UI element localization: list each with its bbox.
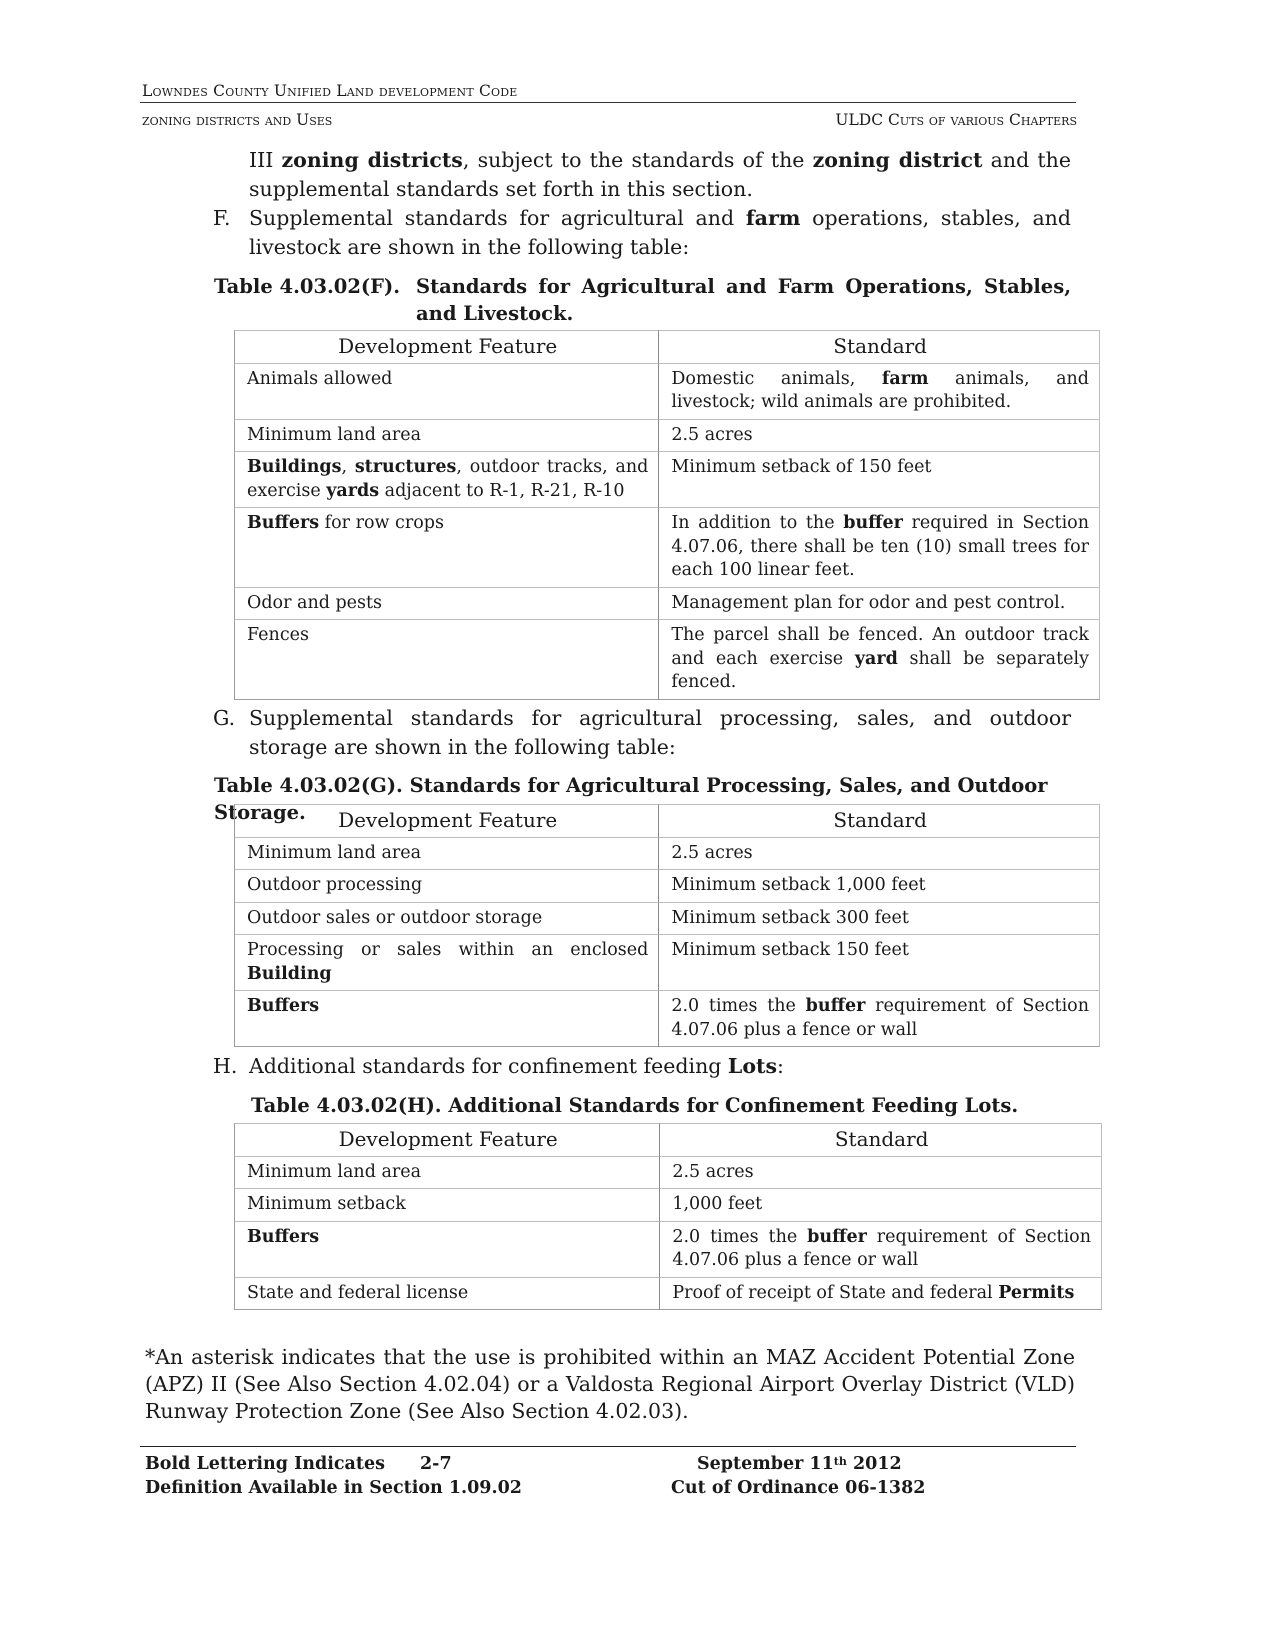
table-h-number: Table 4.03.02(H). bbox=[251, 1094, 442, 1117]
feature-cell bbox=[234, 1221, 659, 1277]
section-g-paragraph bbox=[249, 704, 1071, 762]
text-run: , subject to the standards of the bbox=[462, 148, 813, 172]
feature-cell bbox=[234, 1156, 659, 1189]
table-row bbox=[234, 934, 1100, 990]
text-run: Domestic animals, bbox=[671, 368, 882, 389]
header-rule bbox=[140, 102, 1076, 103]
defined-term: Buildings bbox=[247, 457, 342, 477]
table-row bbox=[234, 619, 1100, 700]
table-h-caption bbox=[251, 1092, 1071, 1119]
feature-cell bbox=[234, 837, 658, 870]
footer-bold-note-line2: Definition Available in Section 1.09.02 bbox=[145, 1478, 522, 1498]
text-run: 2.0 times the bbox=[671, 996, 806, 1016]
text-run: 2.0 times the bbox=[672, 1226, 808, 1247]
defined-term: farm bbox=[745, 206, 801, 230]
text-run: Minimum setback 300 feet bbox=[671, 907, 909, 928]
section-h-label: H. bbox=[213, 1054, 238, 1078]
text-run: Processing or sales within an enclosed bbox=[247, 940, 649, 960]
defined-term: structures bbox=[354, 457, 457, 477]
standard-cell bbox=[658, 869, 1100, 902]
feature-cell bbox=[234, 363, 658, 419]
standard-cell bbox=[659, 1221, 1102, 1277]
text-run: Minimum land area bbox=[247, 842, 422, 863]
feature-cell bbox=[234, 587, 658, 620]
table-row bbox=[234, 587, 1100, 620]
text-run: 2.5 acres bbox=[672, 1161, 754, 1182]
defined-term: yard bbox=[854, 648, 898, 669]
text-run: 2.5 acres bbox=[671, 424, 753, 445]
standard-cell bbox=[658, 934, 1100, 990]
defined-term: Buffers bbox=[247, 1226, 320, 1247]
table-header-row bbox=[234, 1123, 1102, 1156]
feature-cell bbox=[234, 419, 658, 452]
column-header-standard: Standard bbox=[658, 330, 1100, 363]
feature-cell bbox=[234, 451, 658, 507]
column-header-feature: Development Feature bbox=[234, 1123, 659, 1156]
defined-term: Permits bbox=[998, 1282, 1075, 1303]
standard-cell bbox=[658, 902, 1100, 935]
standard-cell bbox=[658, 990, 1100, 1047]
text-run: Animals allowed bbox=[247, 368, 393, 389]
text-run: In addition to the bbox=[671, 513, 844, 533]
text-run: Minimum setback 1,000 feet bbox=[671, 875, 926, 895]
feature-cell bbox=[234, 990, 658, 1047]
text-run: Outdoor sales or outdoor storage bbox=[247, 907, 543, 928]
defined-term: yards bbox=[326, 480, 380, 501]
table-header-row bbox=[234, 330, 1100, 363]
text-run: operations, stables, and livestock are shown in the following table: bbox=[249, 206, 1072, 259]
table-row bbox=[234, 363, 1100, 419]
footer-rule bbox=[140, 1446, 1076, 1447]
table-f-title: Standards for Agricultural and Farm Operations, Stables, and Livestock. bbox=[416, 275, 1071, 325]
standard-cell bbox=[658, 507, 1100, 587]
standard-cell bbox=[658, 619, 1100, 700]
text-run: and the supplemental standards set forth in this section. bbox=[249, 148, 1071, 201]
text-run: Minimum setback of 150 feet bbox=[671, 457, 932, 477]
defined-term: buffer bbox=[805, 996, 866, 1016]
footer-date-ordinal: th bbox=[833, 1455, 847, 1468]
standard-cell bbox=[658, 451, 1100, 507]
page-number: 2-7 bbox=[420, 1454, 452, 1474]
table-row bbox=[234, 507, 1100, 587]
footer-date-main: September 11 bbox=[697, 1454, 834, 1474]
text-run: Minimum land area bbox=[247, 424, 422, 445]
text-run: Odor and pests bbox=[247, 592, 383, 613]
table-row bbox=[234, 990, 1100, 1047]
text-run: Minimum land area bbox=[247, 1161, 422, 1182]
section-f-paragraph bbox=[249, 204, 1071, 262]
text-run: State and federal license bbox=[247, 1282, 469, 1303]
table-row bbox=[234, 1188, 1102, 1221]
text-run: shall be separately fenced. bbox=[671, 648, 1089, 692]
asterisk-note: *An asterisk indicates that the use is prohibited within an MAZ Accident Potential Zone (APZ) II (See Also Section 4.02.04) or a Valdosta Regional Airport Overlay District (VLD) Runway Protection Zone (See Also Section 4.02.03). bbox=[145, 1345, 1075, 1423]
text-run: Additional standards for confinement feeding bbox=[249, 1054, 728, 1078]
text-run: required in Section 4.07.06, there shall be ten (10) small trees for each 100 linear feet. bbox=[671, 513, 1089, 580]
column-header-feature: Development Feature bbox=[234, 330, 658, 363]
section-h-paragraph bbox=[249, 1052, 1071, 1081]
standard-cell bbox=[658, 419, 1100, 452]
table-g bbox=[234, 804, 1100, 1047]
standard-cell bbox=[658, 837, 1100, 870]
defined-term: Building bbox=[247, 963, 332, 984]
column-header-standard: Standard bbox=[659, 1123, 1102, 1156]
footer-date-year: 2012 bbox=[846, 1454, 902, 1474]
text-run: requirement of Section 4.07.06 plus a fence or wall bbox=[671, 996, 1089, 1040]
text-run: for row crops bbox=[319, 513, 444, 533]
table-row bbox=[234, 419, 1100, 452]
footer-ordinance: Cut of Ordinance 06-1382 bbox=[671, 1478, 926, 1498]
footer-bold-note-line1: Bold Lettering Indicates bbox=[145, 1454, 385, 1474]
chapter-header: zoning districts and Uses bbox=[142, 111, 333, 129]
text-run: Management plan for odor and pest control. bbox=[671, 592, 1066, 613]
table-row bbox=[234, 451, 1100, 507]
text-run: III bbox=[249, 148, 282, 172]
defined-term: buffer bbox=[843, 513, 903, 533]
table-row bbox=[234, 1277, 1102, 1311]
column-header-standard: Standard bbox=[658, 804, 1100, 837]
text-run: Fences bbox=[247, 625, 309, 645]
feature-cell bbox=[234, 507, 658, 587]
text-run: Minimum setback bbox=[247, 1194, 406, 1214]
defined-term: buffer bbox=[807, 1226, 867, 1247]
table-row bbox=[234, 837, 1100, 870]
feature-cell bbox=[234, 619, 658, 700]
text-run: , bbox=[341, 457, 355, 477]
table-row bbox=[234, 1221, 1102, 1277]
intro-paragraph bbox=[249, 146, 1071, 204]
text-run: animals, and livestock; wild animals are prohibited. bbox=[671, 368, 1089, 412]
text-run: The parcel shall be fenced. An outdoor track and each exercise bbox=[671, 625, 1089, 669]
defined-term: zoning districts bbox=[281, 148, 463, 172]
text-run: requirement of Section 4.07.06 plus a fence or wall bbox=[672, 1226, 1091, 1270]
text-run: 2.5 acres bbox=[671, 842, 753, 863]
text-run: Proof of receipt of State and federal bbox=[672, 1282, 999, 1303]
feature-cell bbox=[234, 902, 658, 935]
table-h bbox=[234, 1123, 1102, 1310]
standard-cell bbox=[659, 1188, 1102, 1221]
table-h-title: Additional Standards for Confinement Feeding Lots. bbox=[448, 1094, 1019, 1117]
table-g-title: Standards for Agricultural Processing, Sales, and Outdoor Storage. bbox=[214, 774, 1048, 824]
text-run: Minimum setback 150 feet bbox=[671, 940, 909, 960]
defined-term: Lots bbox=[727, 1054, 778, 1078]
table-f-number: Table 4.03.02(F). bbox=[214, 275, 401, 298]
footer-date bbox=[697, 1452, 902, 1476]
table-row bbox=[234, 1156, 1102, 1189]
standard-cell bbox=[659, 1277, 1102, 1311]
text-run: : bbox=[777, 1054, 784, 1078]
text-run: Supplemental standards for agricultural processing, sales, and outdoor storage are shown in the following table: bbox=[249, 706, 1071, 759]
feature-cell bbox=[234, 1188, 659, 1221]
table-f bbox=[234, 330, 1100, 700]
standard-cell bbox=[658, 363, 1100, 419]
text-run: , outdoor tracks, and exercise bbox=[247, 457, 649, 501]
text-run: Supplemental standards for agricultural and bbox=[249, 206, 746, 230]
table-header-row bbox=[234, 804, 1100, 837]
feature-cell bbox=[234, 934, 658, 990]
defined-term: zoning district bbox=[812, 148, 983, 172]
defined-term: farm bbox=[881, 368, 929, 389]
text-run: Outdoor processing bbox=[247, 875, 423, 895]
defined-term: Buffers bbox=[247, 513, 320, 533]
table-g-number: Table 4.03.02(G). bbox=[214, 774, 403, 797]
defined-term: Buffers bbox=[247, 996, 320, 1016]
table-row bbox=[234, 902, 1100, 935]
section-g-label: G. bbox=[213, 706, 236, 730]
document-series-header: ULDC Cuts of various Chapters bbox=[835, 111, 1077, 129]
text-run: adjacent to R-1, R-21, R-10 bbox=[379, 480, 625, 501]
standard-cell bbox=[658, 587, 1100, 620]
section-f-label: F. bbox=[213, 206, 231, 230]
feature-cell bbox=[234, 1277, 659, 1311]
document-title-header: Lowndes County Unified Land development Code bbox=[142, 82, 518, 100]
feature-cell bbox=[234, 869, 658, 902]
standard-cell bbox=[659, 1156, 1102, 1189]
table-row bbox=[234, 869, 1100, 902]
text-run: 1,000 feet bbox=[672, 1194, 763, 1214]
column-header-feature: Development Feature bbox=[234, 804, 658, 837]
